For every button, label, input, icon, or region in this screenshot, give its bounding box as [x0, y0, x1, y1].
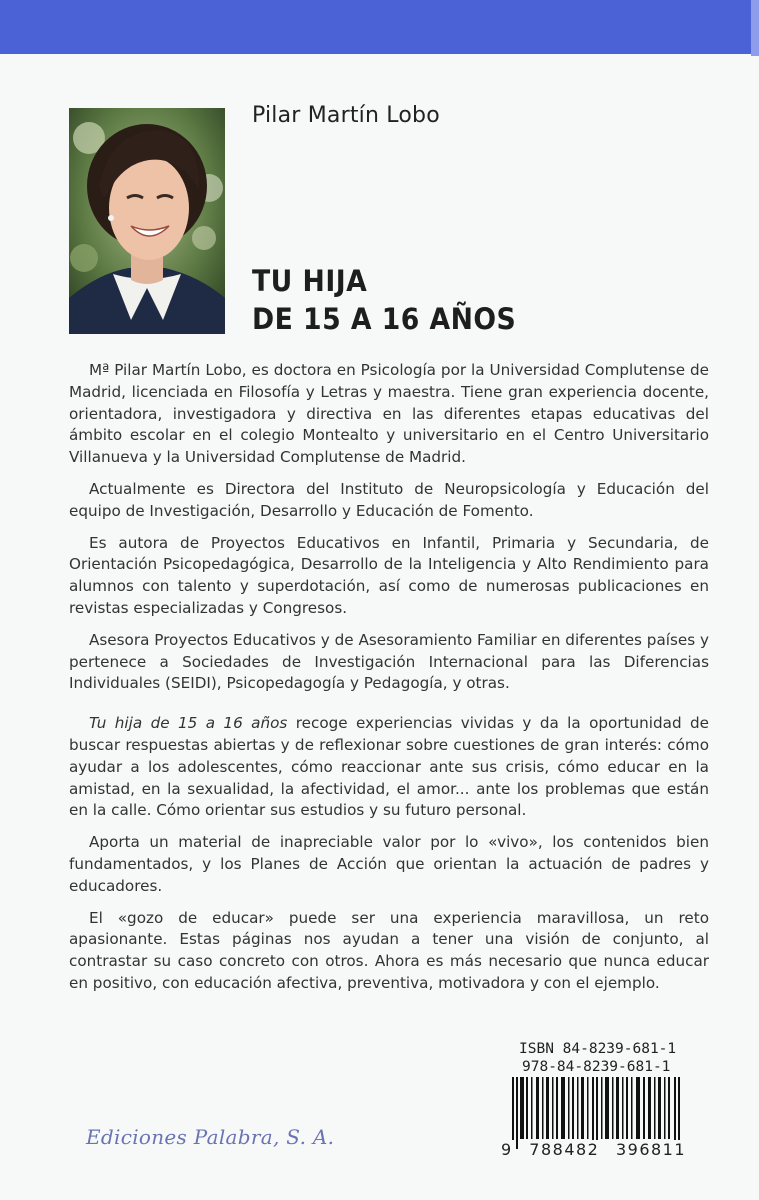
blurb-paragraph-2: Aporta un material de inapreciable valor por lo «vivo», los contenidos bien fundamentados, y los Planes de Acción que orientan la actuación de padres y educadores. [69, 833, 709, 895]
isbn-13: 978-84-8239-681-1 [522, 1059, 671, 1075]
blurb-paragraph-3: El «gozo de educar» puede ser una experiencia maravillosa, un reto apasionante. Estas páginas nos ayudan a tener una visión de conjunto, al contrastar su caso concreto con otros. Ahora es más necesario que nunca educar en positivo, con educación afectiva, preventiva, motivadora y con el ejemplo. [69, 908, 709, 992]
author-name: Pilar Martín Lobo [252, 103, 440, 128]
title-line-1: TU HIJA [252, 264, 368, 298]
band-edge [751, 0, 759, 56]
blurb-paragraph-1 [69, 713, 709, 822]
top-color-band [0, 0, 759, 54]
barcode-digits-right: 396811 [615, 1140, 687, 1159]
blurb-paragraph-1-text: recoge experiencias vividas y da la oportunidad de buscar respuestas abiertas y de reflexionar sobre cuestiones de gran interés: cómo ayudar a los adolescentes, cómo reaccionar ante sus crisis, cómo educar en la amistad, en la sexualidad, la afectividad, el amor... ante los problemas que están en la calle. Cómo orientar sus estudios y su futuro personal. [69, 714, 710, 820]
book-title [252, 262, 516, 338]
bio-paragraph-1: Mª Pilar Martín Lobo, es doctora en Psicología por la Universidad Complutense de Madrid, licenciada en Filosofía y Letras y maestra. Tiene gran experiencia docente, orientadora, investigadora y directiva en las diferentes etapas educativas del ámbito escolar en el colegio Montealto y universitario en el Centro Universitario Villanueva y la Universidad Complutense de Madrid. [69, 361, 709, 467]
back-cover-text [69, 360, 709, 1005]
author-photo [69, 108, 225, 334]
portrait-illustration [69, 108, 225, 334]
isbn-10: ISBN 84-8239-681-1 [519, 1041, 677, 1057]
blurb-book-title: Tu hija de 15 a 16 años [89, 714, 288, 733]
bio-paragraph-4: Asesora Proyectos Educativos y de Asesoramiento Familiar en diferentes países y pertenece a Sociedades de Investigación Internacional para las Diferencias Individuales (SEIDI), Psicopedagogía y Pedagogía, y otras. [69, 630, 709, 693]
bio-paragraph-3: Es autora de Proyectos Educativos en Infantil, Primaria y Secundaria, de Orientación Psicopedagógica, Desarrollo de la Inteligencia y Alto Rendimiento para alumnos con talento y superdotación, así como de numerosas publicaciones en revistas especializadas y Congresos. [69, 533, 709, 617]
isbn-block [519, 1040, 676, 1076]
publisher-name: Ediciones Palabra, S. A. [86, 1125, 335, 1149]
barcode-digit-first: 9 [501, 1140, 513, 1159]
barcode-icon [512, 1077, 682, 1149]
barcode-digits [500, 1140, 687, 1159]
title-line-2: DE 15 A 16 AÑOS [252, 302, 517, 336]
bio-paragraph-2: Actualmente es Directora del Instituto de Neuropsicología y Educación del equipo de Investigación, Desarrollo y Educación de Fomento. [69, 479, 709, 520]
barcode-digits-left: 788482 [529, 1140, 600, 1159]
